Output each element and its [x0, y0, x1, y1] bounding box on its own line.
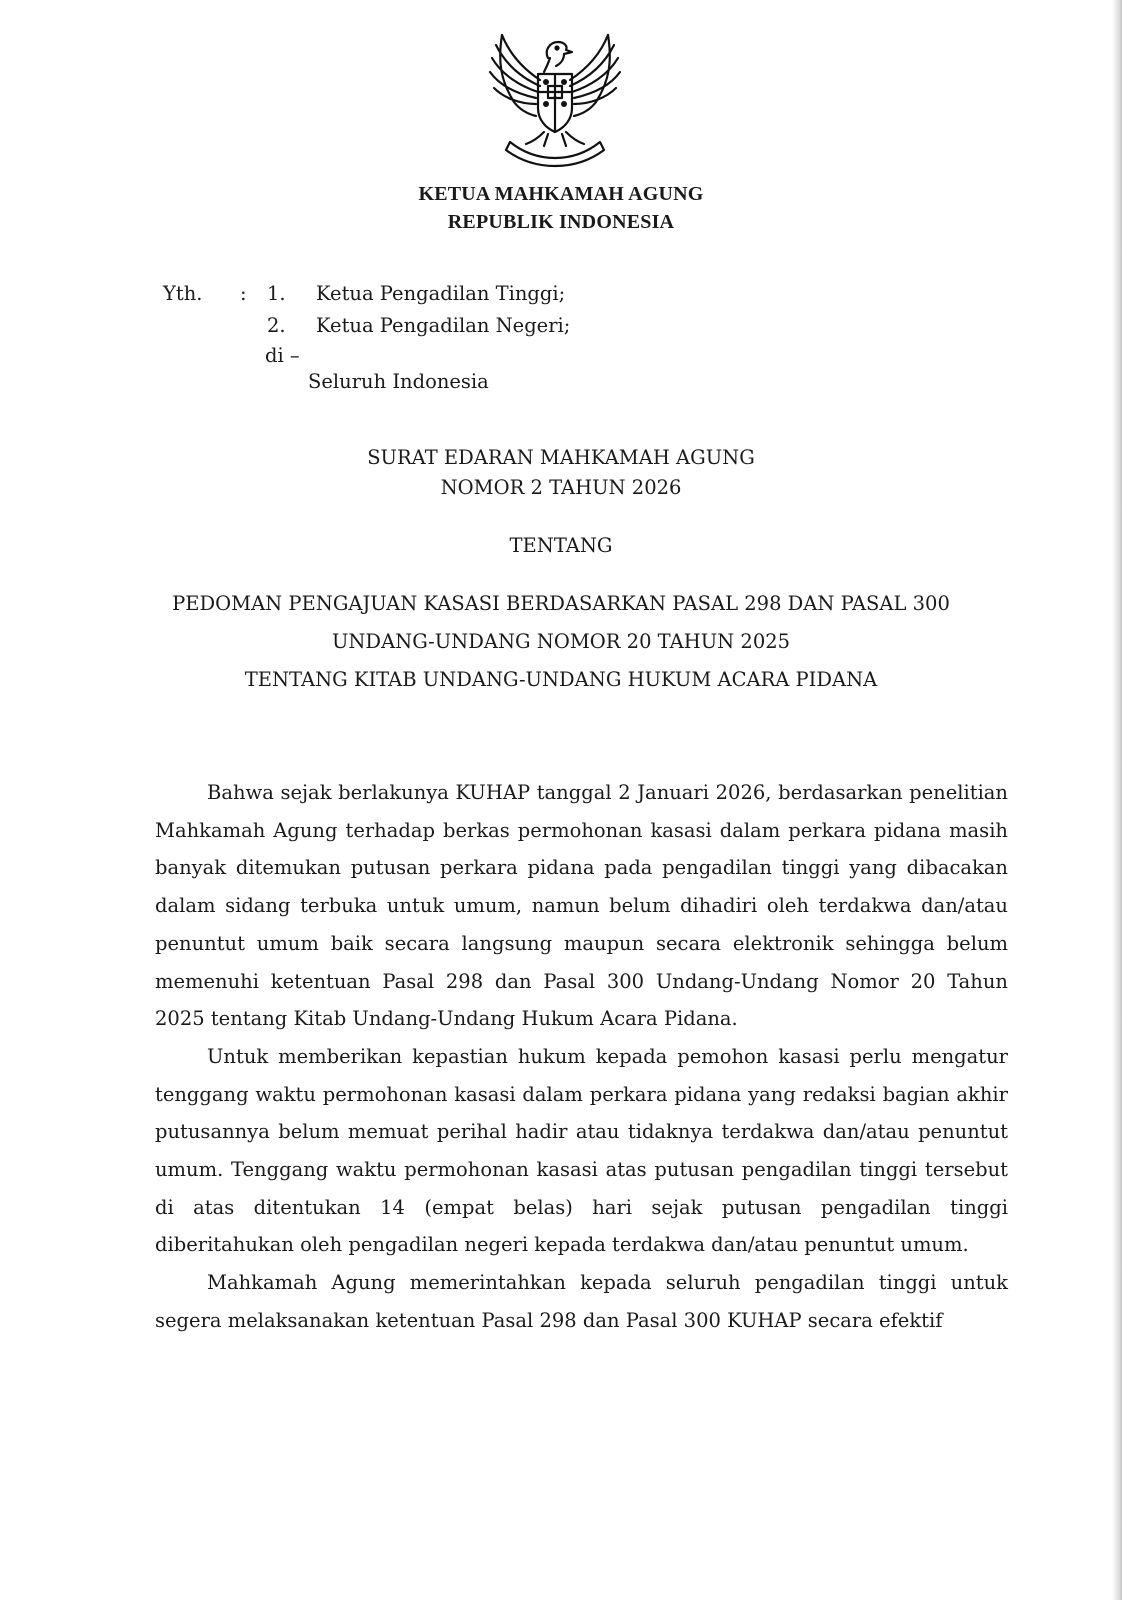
- subject-line-1: PEDOMAN PENGAJUAN KASASI BERDASARKAN PASAL 298 DAN PASAL 300: [172, 592, 950, 615]
- addressee-item-number-2: 2.: [267, 314, 286, 337]
- letter-header: [0, 180, 1122, 236]
- garuda-emblem-icon: [480, 20, 630, 170]
- letter-body: [155, 774, 1008, 1340]
- addressee-colon: :: [240, 282, 247, 305]
- addressee-prefix: Yth.: [163, 282, 203, 305]
- subject-line-3: TENTANG KITAB UNDANG-UNDANG HUKUM ACARA PIDANA: [244, 668, 878, 691]
- header-title-line2: REPUBLIK INDONESIA: [447, 211, 675, 233]
- body-paragraph-3: Mahkamah Agung memerintahkan kepada seluruh pengadilan tinggi untuk segera melaksanakan ketentuan Pasal 298 dan Pasal 300 KUHAP secara efektif: [155, 1271, 1008, 1332]
- subject-line-2: UNDANG-UNDANG NOMOR 20 TAHUN 2025: [331, 630, 791, 653]
- tentang-heading: TENTANG: [509, 534, 613, 557]
- addressee-location: Seluruh Indonesia: [308, 370, 489, 393]
- header-title-line1: KETUA MAHKAMAH AGUNG: [418, 183, 704, 205]
- circular-number: NOMOR 2 TAHUN 2026: [440, 476, 682, 499]
- body-paragraph-1: Bahwa sejak berlakunya KUHAP tanggal 2 Januari 2026, berdasarkan penelitian Mahkamah Agung terhadap berkas permohonan kasasi dalam perkara pidana masih banyak ditemukan putusan perkara pidana pada pengadilan tinggi yang dibacakan dalam sidang terbuka untuk umum, namun belum dihadiri oleh terdakwa dan/atau penuntut umum baik secara langsung maupun secara elektronik sehingga belum memenuhi ketentuan Pasal 298 dan Pasal 300 Undang-Undang Nomor 20 Tahun 2025 tentang Kitab Undang-Undang Hukum Acara Pidana.: [155, 781, 1008, 1031]
- addressee-item-2: Ketua Pengadilan Negeri;: [316, 314, 571, 337]
- addressee-item-number-1: 1.: [267, 282, 286, 305]
- page-edge-shadow: [1112, 0, 1122, 1600]
- circular-title: SURAT EDARAN MAHKAMAH AGUNG: [367, 446, 755, 469]
- addressee-di: di –: [265, 344, 300, 367]
- body-paragraph-2: Untuk memberikan kepastian hukum kepada pemohon kasasi perlu mengatur tenggang waktu permohonan kasasi dalam perkara pidana yang redaksi bagian akhir putusannya belum memuat perihal hadir atau tidaknya terdakwa dan/atau penuntut umum. Tenggang waktu permohonan kasasi atas putusan pengadilan tinggi tersebut di atas ditentukan 14 (empat belas) hari sejak putusan pengadilan tinggi diberitahukan oleh pengadilan negeri kepada terdakwa dan/atau penuntut umum.: [155, 1044, 1008, 1257]
- addressee-item-1: Ketua Pengadilan Tinggi;: [316, 282, 566, 305]
